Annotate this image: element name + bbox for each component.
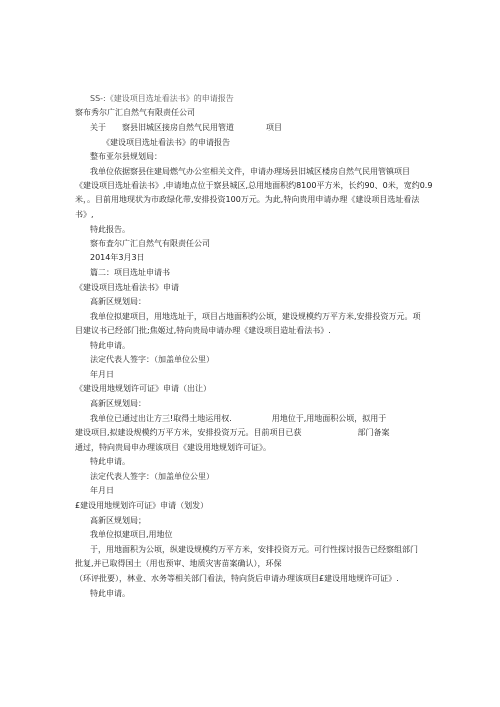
salutation-line: 高新区规划局； [90, 516, 146, 525]
body-paragraph-line: 《建设项目选址看法书》,申请地点位于察县城区,总用地面积约8100平方米，长约90、0米，宽约0.9 [75, 181, 433, 190]
body-paragraph-line: （环评批要），林业、水务等相关部门看法，特向货后申请办理该项目£建设用地规许可证》. [75, 574, 399, 583]
signature-line: 法定代表人签字：（加盖单位公里） [90, 355, 214, 364]
body-paragraph-line: 我单位拟建项目,用地位 [90, 530, 173, 539]
application-title-line: 《建设用地规划许可证》申请（出让） [75, 384, 211, 393]
closing-line: 特此申请。 [90, 457, 130, 466]
body-paragraph-line: 米，。目前用地现状为市政绿化带,安排投资100万元。为此,特向贵用申请办理《建设项目选址看法 [75, 195, 420, 204]
closing-line: 特此申请。 [90, 589, 130, 598]
body-paragraph-line: 于，用地面积为公顷，纵建设规模约万平方米，安排投资万元。可行性探讨报告已经察组部门 [90, 545, 418, 554]
report-title-line: 《建设项目选址看法书》的申请报告 [102, 138, 230, 147]
body-paragraph-line: 通过，特向贵局申办理该项目《建设用地规划许可证》。 [75, 443, 271, 452]
date-line: 2014年3月3日 [90, 253, 145, 262]
closing-line: 特此申请。 [90, 341, 130, 350]
closing-line: 特此报告。 [90, 225, 130, 234]
body-paragraph-line: 我单位已通过出让方三!取得土地运用权. 用地位于,用地面积公顷，拟用于 [90, 414, 387, 423]
doc-title-line: SS-:《建设项目选址看法书》的申请报告 [90, 94, 234, 103]
salutation-line: 整布亚尔县规划局： [90, 152, 162, 161]
body-paragraph-line: 书》, [75, 210, 94, 219]
body-paragraph-line: 目建议书已经部门批;焦姬过,特向贵局申请办理《建设项目造址看法书》. [75, 326, 331, 335]
signature-company-line: 察布査尔广汇自然气有限责任公司 [90, 239, 210, 248]
section-heading: 篇二：项目选址申请书 [90, 268, 170, 277]
body-paragraph-line: 我单位依据察县住建局燃气办公室相关文件，申请办理场县旧城区楼房自然气民用管镇项目 [90, 167, 410, 176]
body-paragraph-line: 批复,并已取得国土（用也预审、地质灾害苗案确认），环保 [75, 559, 282, 568]
company-name-line: 察布秀尔广汇自然气有限责任公司 [75, 108, 195, 117]
date-placeholder-line: 年月日 [90, 370, 114, 379]
date-placeholder-line: 年月日 [90, 486, 114, 495]
salutation-line: 高新区规划局： [90, 399, 146, 408]
signature-line: 法定代表人签字：（加盖单位公里） [90, 472, 214, 481]
application-title-line: 《建设项目选址看法书》申请 [75, 283, 179, 292]
salutation-line: 高新区规划局： [90, 297, 146, 306]
body-paragraph-line: 建设项目,拟建设规模约万平方米，安排投资万元。目前项目已获 部门备案 [75, 428, 390, 437]
application-title-line: £建设用地规划许可证》申请（划发） [75, 501, 209, 510]
subject-line: 关于 察县旧城区接房自然气民用管道 项目 [90, 123, 282, 132]
body-paragraph-line: 我单位拟建项目，用地选址于，项目占地面积约公顷，建设规模约万平方米,安排投资万元。项 [90, 312, 421, 321]
